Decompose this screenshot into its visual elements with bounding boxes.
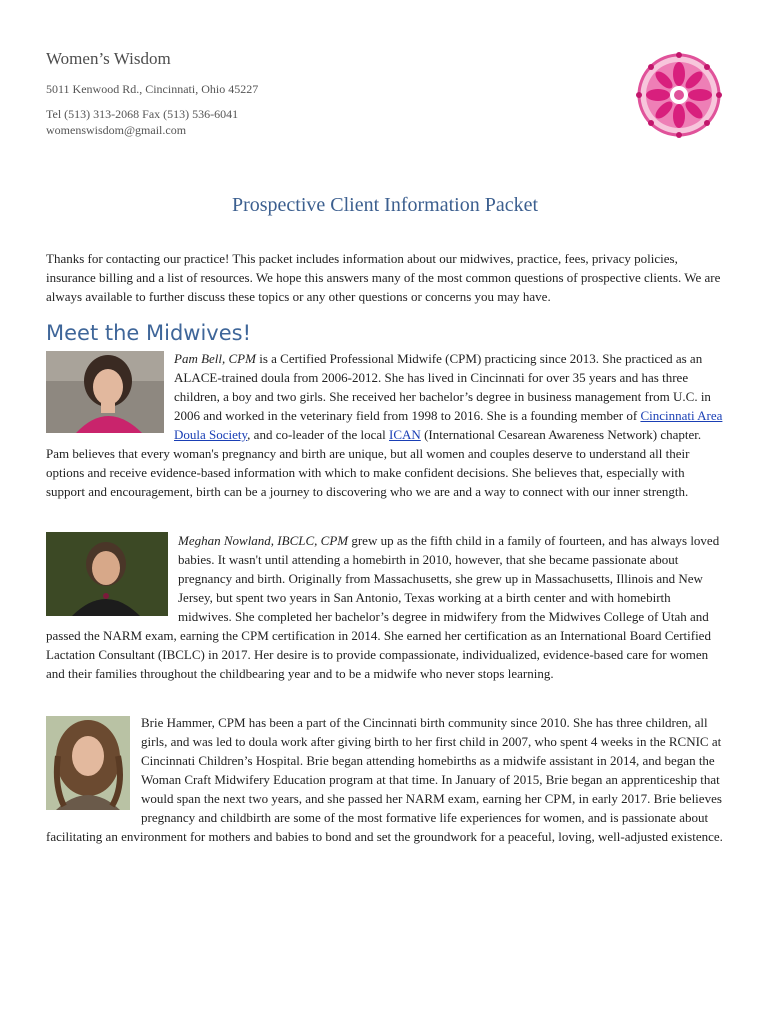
cincinnati-doula-society-link[interactable]: Cincinnati Area Doula Society bbox=[174, 408, 723, 442]
midwife-name: Pam Bell, CPM bbox=[174, 351, 256, 366]
address: 5011 Kenwood Rd., Cincinnati, Ohio 45227 bbox=[46, 82, 259, 96]
brie-hammer-photo bbox=[46, 716, 130, 810]
bio-text: , and co-leader of the local bbox=[247, 427, 390, 442]
mandala-flower-logo bbox=[634, 50, 724, 140]
meghan-nowland-photo bbox=[46, 532, 168, 616]
pam-bell-photo bbox=[46, 351, 164, 433]
email: womenswisdom@gmail.com bbox=[46, 123, 187, 137]
ican-link[interactable]: ICAN bbox=[389, 427, 421, 442]
org-name: Women’s Wisdom bbox=[46, 49, 171, 68]
bio-text: grew up as the fifth child in a family of fourteen, and has always loved babies. It wasn't until attending a homebirth in 2010, however, that she became passionate about pregnancy and birth. Originally from Massachusetts, she grew up in Massachusetts, Illinois and New Jersey, but spent two years in San Antonio, Texas working at a birth center and with homebirth midwives. She completed her bachelor’s degree in midwifery from the Midwives College of Utah and passed the NARM exam, earning the CPM certification in 2014. She earned her certification as an International Board Certified Lactation Consultant (IBCLC) in 2017. Her desire is to provide compassionate, individualized, evidence-based care for women and their families throughout the childbearing year and to be a midwife who never stops learning. bbox=[46, 533, 720, 681]
section-heading: Meet the Midwives! bbox=[46, 321, 252, 345]
bio-text: Brie Hammer, CPM has been a part of the Cincinnati birth community since 2010. She has three children, all girls, and was led to doula work after giving birth to her first child in 2007, who spent 4 weeks in the RCNIC at Cincinnati Children’s Hospital. Brie began attending homebirths as a midwife assistant in 2014, and began the Woman Craft Midwifery Education program at that time. In January of 2015, Brie began an apprenticeship that would span the next two years, and she passed her NARM exam, earning her CPM, in early 2017. Brie believes pregnancy and childbirth are some of the most formative life experiences for women, and is passionate about facilitating an environment for mothers and babies to bond and set the groundwork for a peaceful, loving, well-adjusted existence. bbox=[46, 715, 723, 844]
bio-text: is a Certified Professional Midwife (CPM) practicing since 2013. She practiced as an ALACE-trained doula from 2006-2012. She has lived in Cincinnati for over 35 years and has three children, a boy and two girls. She received her bachelor’s degree in business management from U.C. in 2006 and worked in the veterinary field from 1998 to 2016. She is a founding member of bbox=[174, 351, 711, 423]
intro-paragraph: Thanks for contacting our practice! This packet includes information about our midwives, practice, fees, privacy policies, insurance billing and a list of resources. We hope this answers many of the most common questions of prospective clients. We are always available to further discuss these topics or any other questions or concerns you may have. bbox=[46, 251, 721, 304]
midwife-bio-pam bbox=[46, 349, 726, 501]
midwife-bio-brie bbox=[46, 713, 726, 846]
bio-text: (International Cesarean Awareness Network) chapter. Pam believes that every woman's pregnancy and birth are unique, but all women and couples deserve to understand all their options and receive evidence-based information with which to make confident decisions. She believes that, especially with support and encouragement, birth can be a journey to discovering who we are and a way to connect with our inner strength. bbox=[46, 427, 702, 499]
letterhead bbox=[46, 48, 606, 138]
page-title: Prospective Client Information Packet bbox=[231, 194, 539, 216]
midwife-name: Meghan Nowland, IBCLC, CPM bbox=[178, 533, 349, 548]
phone-fax: Tel (513) 313-2068 Fax (513) 536-6041 bbox=[46, 107, 239, 121]
midwife-bio-meghan bbox=[46, 531, 726, 683]
